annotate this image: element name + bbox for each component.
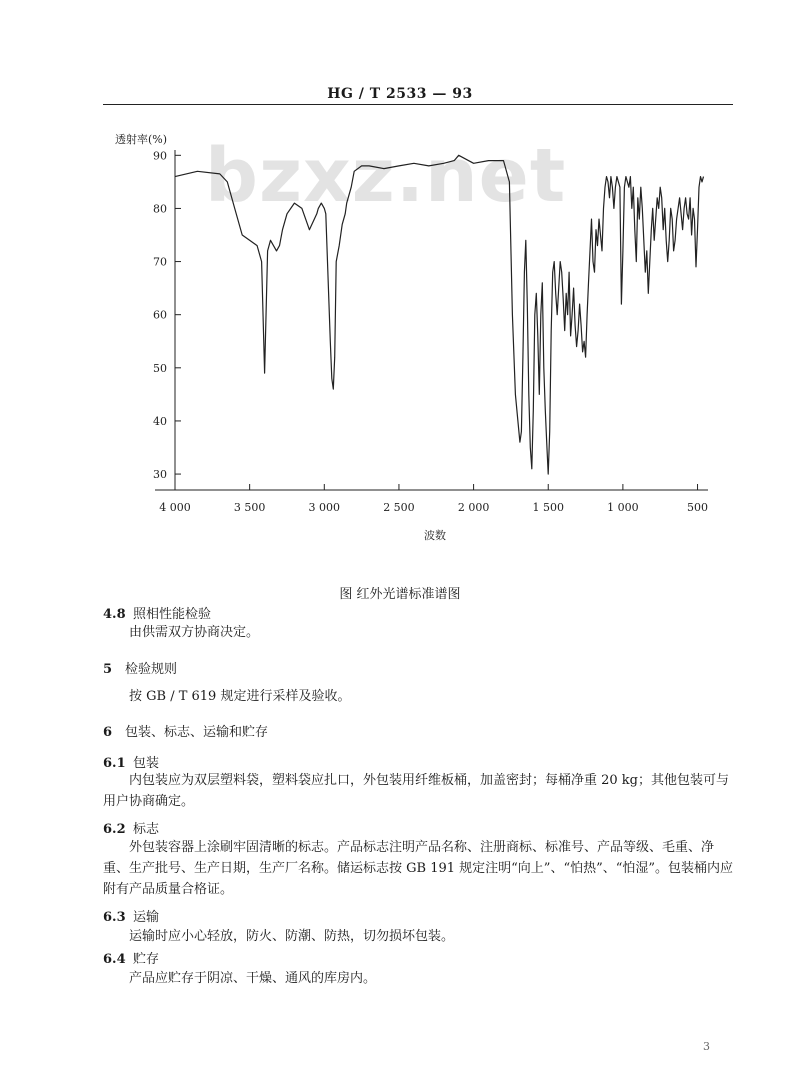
watermark-text: bzxz.net [205, 133, 567, 219]
x-tick-label: 4 000 [159, 501, 191, 514]
section-6-1-body: 内包装应为双层塑料袋，塑料袋应扎口，外包装用纤维板桶，加盖密封；每桶净重 20 kg；其他包装可与用户协商确定。 [103, 773, 730, 809]
y-tick-label: 90 [153, 149, 167, 163]
section-6-4-body: 产品应贮存于阴凉、干燥、通风的库房内。 [129, 971, 377, 986]
x-tick-label: 3 000 [308, 501, 341, 514]
x-tick-label: 1 000 [607, 501, 639, 514]
y-tick-label: 30 [153, 468, 167, 482]
section-number: 4.8 [103, 607, 126, 622]
section-4-8-heading [103, 603, 211, 622]
section-6-1-heading [103, 752, 159, 771]
section-title: 贮存 [133, 952, 160, 967]
section-5-body: 按 GB / T 619 规定进行采样及验收。 [129, 689, 351, 704]
x-tick-label: 3 500 [233, 501, 266, 514]
section-title: 照相性能检验 [133, 607, 212, 622]
section-title: 包装 [133, 756, 160, 771]
y-axis-label: 透射率(%) [115, 133, 168, 146]
figure-caption: 图 红外光谱标准谱图 [339, 587, 461, 602]
x-tick-label: 1 500 [532, 501, 564, 514]
transmittance-series-line [175, 155, 704, 474]
section-number: 6.3 [103, 910, 126, 925]
section-6-4-heading [103, 948, 159, 967]
y-tick-label: 80 [153, 202, 167, 216]
y-tick-label: 70 [153, 255, 167, 269]
section-5-heading [103, 658, 177, 677]
section-6-3-heading [103, 906, 159, 925]
section-title: 运输 [133, 910, 160, 925]
section-6-heading [103, 721, 268, 740]
section-6-2-heading [103, 818, 159, 837]
x-tick-label: 2 500 [383, 501, 415, 514]
section-title: 标志 [133, 822, 160, 837]
y-tick-label: 60 [153, 308, 167, 322]
y-tick-label: 50 [153, 361, 167, 375]
section-number: 6.1 [103, 756, 126, 771]
standard-code-header: HG / T 2533 — 93 [327, 86, 473, 102]
page-mark: 3 [703, 1040, 710, 1053]
y-tick-label: 40 [153, 414, 167, 428]
section-4-8-body: 由供需双方协商决定。 [129, 625, 260, 640]
x-axis-label: 波数 [424, 529, 446, 542]
section-title: 包装、标志、运输和贮存 [125, 725, 269, 740]
section-6-2-body: 外包装容器上涂刷牢固清晰的标志。产品标志注明产品名称、注册商标、标准号、产品等级、毛重、净重、生产批号、生产日期，生产厂名称。储运标志按 GB 191 规定注明“向上”、“怕热”、“怕湿”。包装桶内应附有产品质量合格证。 [103, 840, 734, 897]
section-number: 6 [103, 725, 113, 740]
section-number: 6.4 [103, 952, 126, 967]
section-number: 6.2 [103, 822, 126, 837]
x-tick-label: 500 [687, 501, 709, 514]
section-title: 检验规则 [125, 662, 178, 677]
section-6-3-body: 运输时应小心轻放，防火、防潮、防热，切勿损坏包装。 [129, 929, 455, 944]
x-tick-label: 2 000 [457, 501, 490, 514]
section-number: 5 [103, 662, 113, 677]
